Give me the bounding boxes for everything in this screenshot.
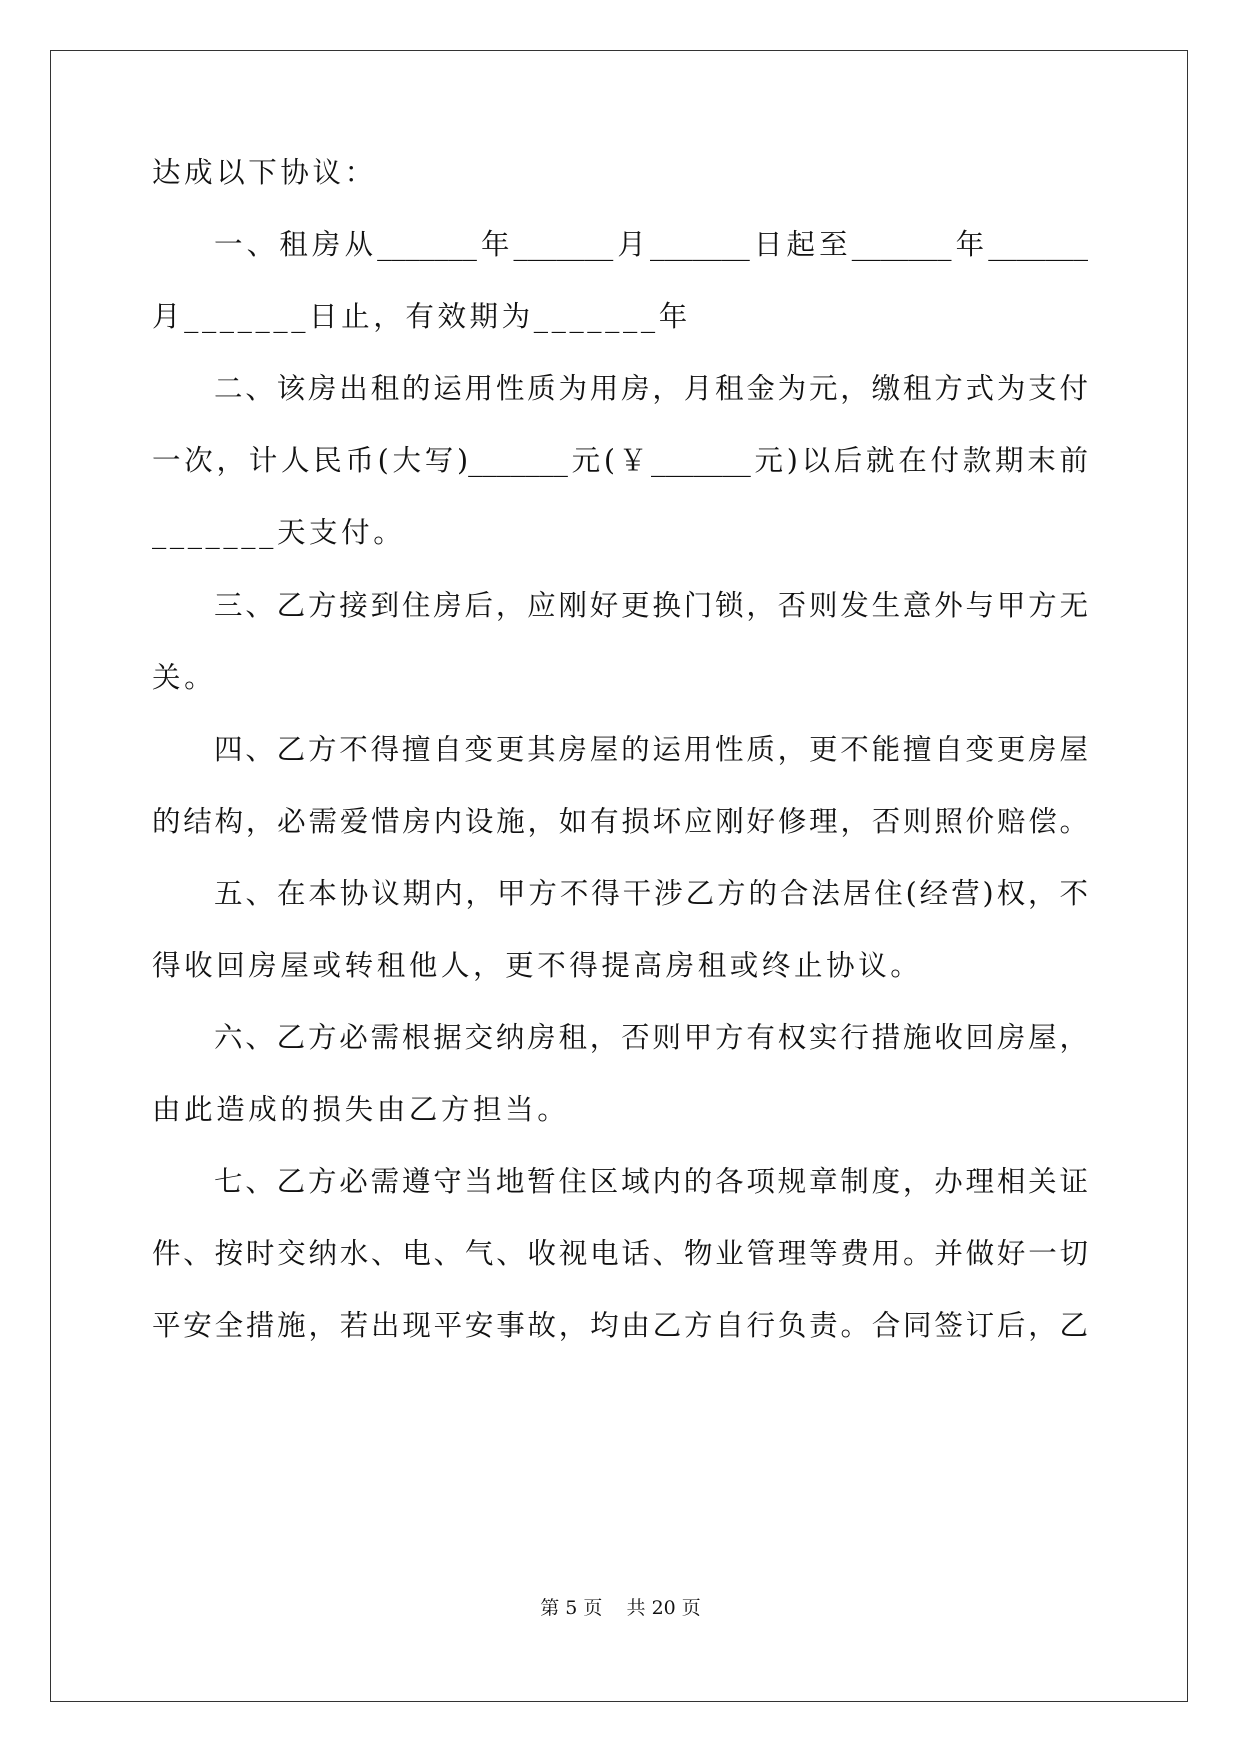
text-line: _______天支付。 [152, 516, 406, 549]
text-line: 得收回房屋或转租他人，更不得提高房租或终止协议。 [152, 949, 923, 982]
text-line: 件、按时交纳水、电、气、收视电话、物业管理等费用。并做好一切 [152, 1237, 1088, 1270]
clause-6-line: 六、乙方必需根据交纳房租，否则甲方有权实行措施收回房屋， [214, 1021, 1088, 1054]
text-line: 由此造成的损失由乙方担当。 [152, 1093, 570, 1126]
clause-1-line: 一、租房从_______年_______月_______日起至_______年_______ [214, 228, 1088, 261]
page-number-footer [0, 1596, 1241, 1620]
text-line: 平安全措施，若出现平安事故，均由乙方自行负责。合同签订后，乙 [152, 1309, 1088, 1342]
clause-4-line: 四、乙方不得擅自变更其房屋的运用性质，更不能擅自变更房屋 [214, 733, 1088, 766]
clause-3-line: 三、乙方接到住房后，应刚好更换门锁，否则发生意外与甲方无 [214, 589, 1088, 622]
text-line: 关。 [152, 661, 217, 694]
clause-5-line: 五、在本协议期内，甲方不得干涉乙方的合法居住(经营)权，不 [214, 877, 1088, 910]
text-line: 一次，计人民币(大写)_______元(￥_______元)以后就在付款期末前 [152, 444, 1088, 477]
text-line: 的结构，必需爱惜房内设施，如有损坏应刚好修理，否则照价赔偿。 [152, 805, 1088, 838]
text-line: 达成以下协议： [152, 156, 377, 189]
text-line: 月_______日止，有效期为_______年 [152, 300, 691, 333]
page-number-label: 第 5 页 共 20 页 [540, 1597, 701, 1619]
clause-2-line: 二、该房出租的运用性质为用房，月租金为元，缴租方式为支付 [214, 372, 1088, 405]
clause-7-line: 七、乙方必需遵守当地暂住区域内的各项规章制度，办理相关证 [214, 1165, 1088, 1198]
